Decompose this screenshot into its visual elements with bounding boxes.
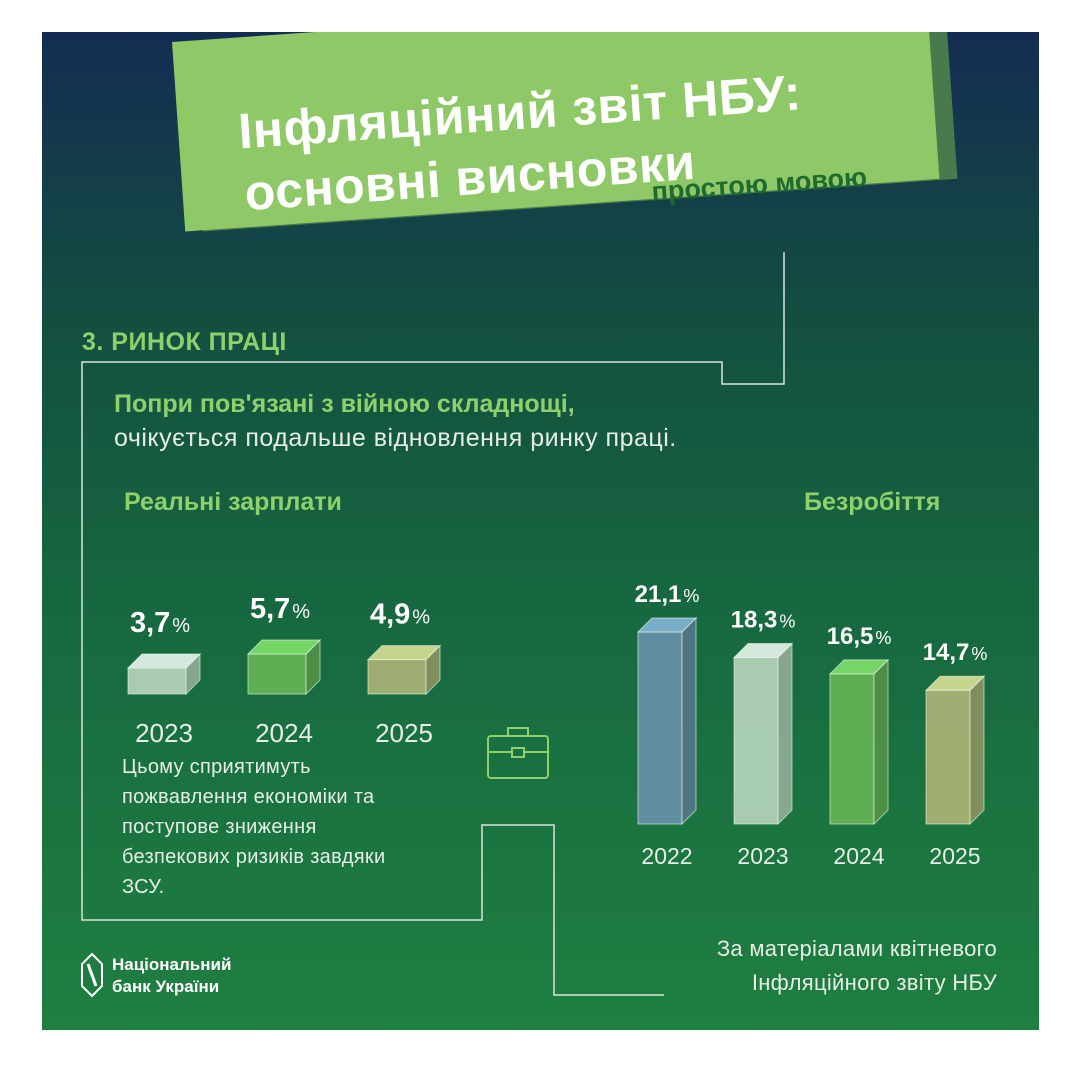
- title-line-1: Інфляційний звіт НБУ:: [236, 64, 804, 160]
- unemp-bar-2024: [830, 660, 888, 824]
- unemp-bar-2022: [638, 618, 696, 824]
- wages-chart-title: Реальні зарплати: [124, 488, 342, 516]
- wages-bar-2023: [128, 654, 200, 694]
- wages-bar-2025: [368, 646, 440, 694]
- title-line-2: основні висновки: [242, 133, 698, 222]
- unemp-tick-label: 2022: [641, 843, 693, 869]
- wages-svg: [102, 552, 502, 752]
- unemp-value-label: 21,1 %: [634, 581, 700, 608]
- wages-value-label: 4,9 %: [369, 598, 431, 631]
- unemp-value-label: 14,7 %: [922, 639, 988, 667]
- wages-tick-label: 2024: [255, 718, 313, 748]
- briefcase-icon: [486, 722, 550, 782]
- unemp-tick-label: 2025: [929, 843, 981, 869]
- wages-value-label: 5,7 %: [249, 593, 311, 625]
- wages-value-label: 3,7 %: [129, 607, 191, 640]
- note-text: Цьому сприятимуть пожвавлення економіки та поступове зниження безпекових ризиків завдяки ЗСУ.: [122, 756, 386, 898]
- source-text: [717, 932, 997, 1000]
- nbu-logo-text: [112, 954, 231, 998]
- lead-text: очікується подальше відновлення ринку праці.: [114, 424, 677, 452]
- unemployment-chart-title: Безробіття: [804, 488, 941, 516]
- infographic-panel: [42, 32, 1039, 1030]
- wages-tick-label: 2025: [375, 718, 433, 748]
- section-title: 3. РИНОК ПРАЦІ: [82, 328, 287, 356]
- wages-chart: [102, 552, 502, 752]
- wages-bar-2024: [248, 640, 320, 694]
- nbu-logo-icon: [80, 952, 104, 998]
- source-line-2: Інфляційного звіту НБУ: [751, 970, 997, 995]
- lead-bold: Попри пов'язані з війною складнощі,: [114, 390, 575, 418]
- unemp-tick-label: 2023: [737, 843, 789, 869]
- logo-line-2: банк України: [112, 977, 220, 996]
- source-line-1: За матеріалами квітневого: [716, 936, 997, 961]
- unemp-tick-label: 2024: [833, 843, 885, 869]
- unemp-svg: [612, 552, 1032, 869]
- unemp-value-label: 18,3 %: [730, 606, 796, 634]
- wages-tick-label: 2023: [135, 718, 193, 748]
- unemp-value-label: 16,5 %: [826, 622, 892, 650]
- logo-line-1: Національний: [112, 955, 232, 974]
- unemp-bar-2025: [926, 676, 984, 824]
- unemp-bar-2023: [734, 643, 792, 824]
- title-tag: простою мовою: [650, 161, 868, 207]
- unemployment-chart: [612, 552, 1032, 869]
